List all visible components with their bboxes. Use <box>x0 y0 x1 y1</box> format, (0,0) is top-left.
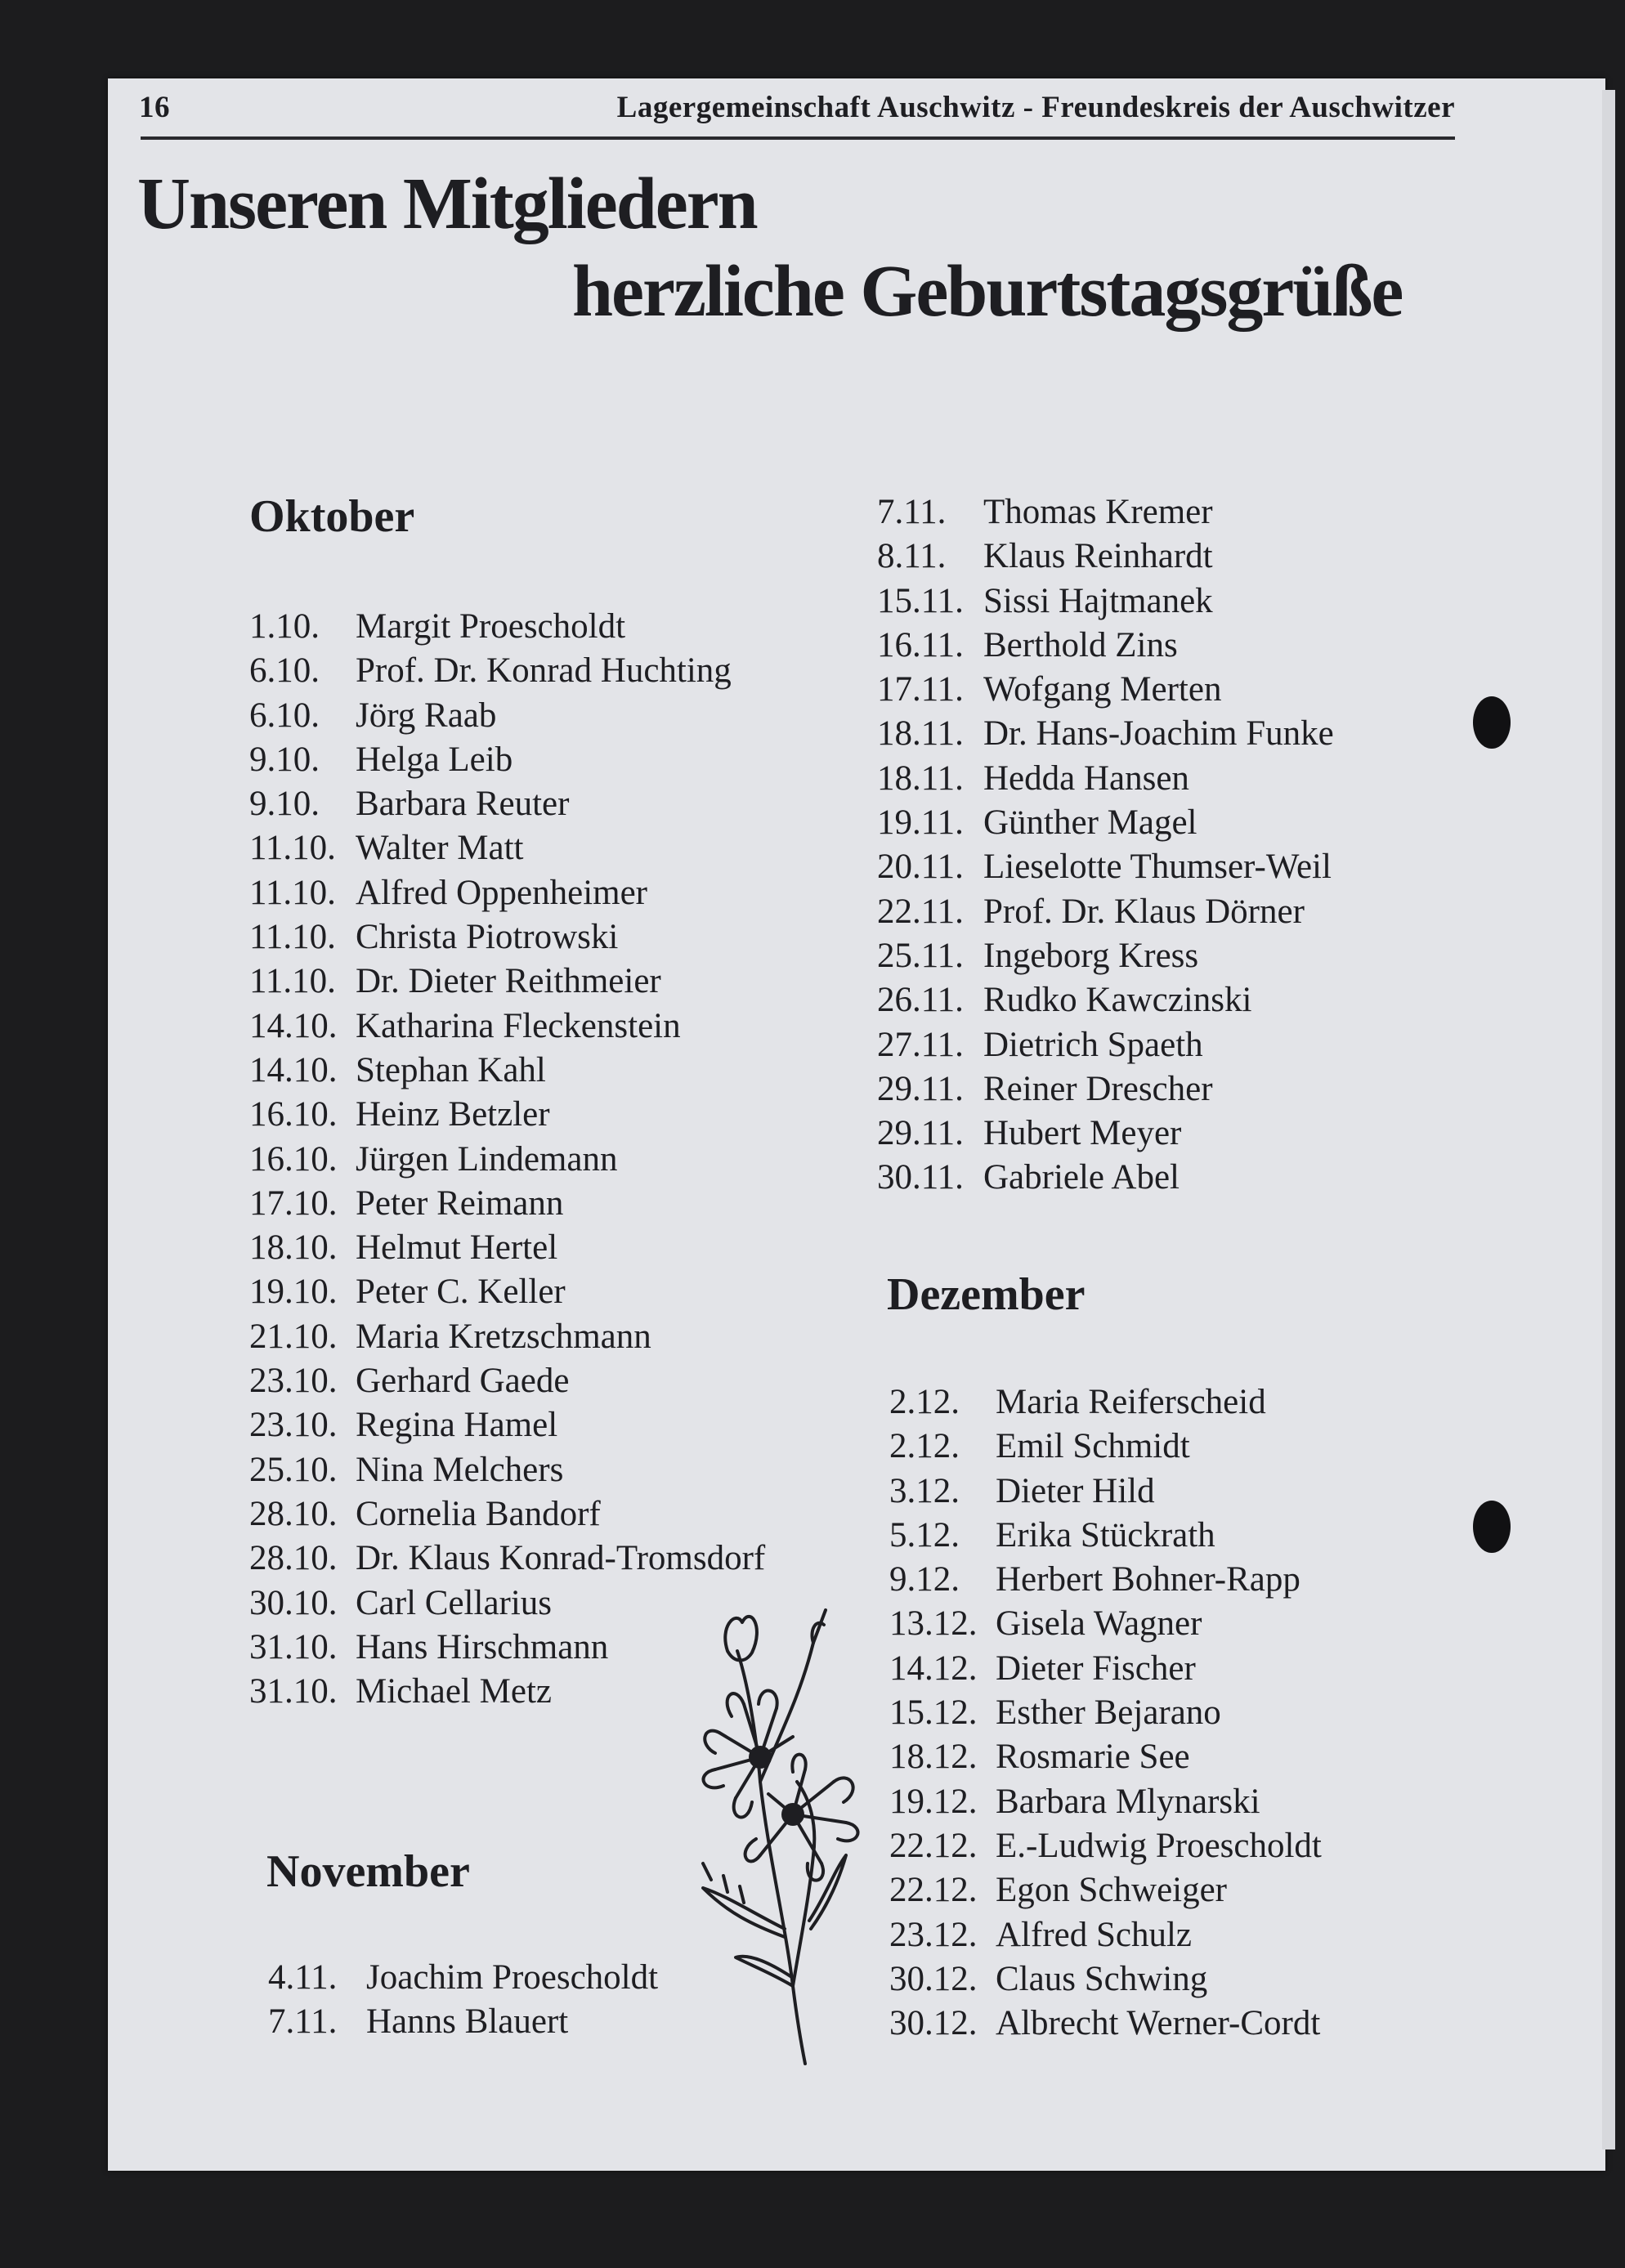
member-name: Maria Reiferscheid <box>996 1383 1266 1421</box>
list-item <box>889 1380 1478 1425</box>
list-item <box>877 934 1466 978</box>
list-item <box>877 579 1466 624</box>
member-name: Alfred Schulz <box>996 1915 1193 1954</box>
birthday-date: 14.12. <box>889 1648 978 1688</box>
birthday-date: 22.12. <box>889 1871 978 1910</box>
member-name: Günther Magel <box>983 803 1197 843</box>
birthday-date: 7.11. <box>877 493 947 531</box>
birthday-date: 25.11. <box>877 936 964 975</box>
birthday-date: 9.10. <box>249 740 320 779</box>
birthday-date: 21.10. <box>249 1317 338 1356</box>
member-name: Gisela Wagner <box>996 1604 1202 1644</box>
birthday-date: 20.11. <box>877 848 964 887</box>
member-name: Cornelia Bandorf <box>356 1494 601 1533</box>
member-name: Reiner Drescher <box>983 1069 1213 1108</box>
birthday-date: 29.11. <box>877 1114 964 1153</box>
member-name: Herbert Bohner-Rapp <box>996 1560 1300 1599</box>
running-title: Lagergemeinschaft Auschwitz - Freundeskreis der Auschwitzer <box>616 91 1455 124</box>
birthday-date: 13.12. <box>889 1604 978 1644</box>
list-item <box>889 1558 1478 1602</box>
member-name: Claus Schwing <box>996 1959 1208 1998</box>
member-name: Jürgen Lindemann <box>356 1139 618 1179</box>
member-name: Michael Metz <box>356 1672 552 1711</box>
list-item <box>249 738 854 782</box>
member-name: Klaus Reinhardt <box>983 537 1213 576</box>
list-item <box>249 1492 854 1537</box>
list-item <box>268 1956 726 2000</box>
member-name: Egon Schweiger <box>996 1871 1228 1910</box>
flower-illustration-icon <box>670 1594 875 2068</box>
birthday-date: 11.10. <box>249 829 336 868</box>
member-name: Hans Hirschmann <box>356 1627 609 1666</box>
member-name: Gerhard Gaede <box>356 1362 570 1401</box>
list-item <box>877 757 1466 801</box>
binder-hole-bottom <box>1473 1501 1511 1553</box>
binder-hole-top <box>1473 696 1511 749</box>
member-name: Dr. Klaus Konrad-Tromsdorf <box>356 1539 766 1578</box>
member-name: Emil Schmidt <box>996 1427 1190 1466</box>
birthday-date: 14.10. <box>249 1006 338 1045</box>
birthday-date: 11.10. <box>249 962 336 1001</box>
birthday-date: 3.12. <box>889 1471 960 1510</box>
member-name: Nina Melchers <box>356 1450 564 1489</box>
birthday-date: 25.10. <box>249 1450 338 1489</box>
birthday-date: 26.11. <box>877 981 964 1020</box>
member-name: Regina Hamel <box>356 1406 558 1445</box>
birthday-date: 2.12. <box>889 1427 960 1466</box>
list-item <box>249 1226 854 1270</box>
birthday-date: 14.10. <box>249 1050 338 1089</box>
birthday-date: 17.10. <box>249 1183 338 1223</box>
birthday-date: 18.10. <box>249 1228 338 1268</box>
member-name: Gabriele Abel <box>983 1158 1180 1197</box>
list-item <box>877 845 1466 889</box>
birthday-date: 18.12. <box>889 1738 978 1777</box>
section-heading-november: November <box>266 1846 470 1897</box>
birthday-date: 8.11. <box>877 537 947 576</box>
list-item <box>877 535 1466 579</box>
list-item <box>877 1023 1466 1067</box>
birthday-date: 16.10. <box>249 1139 338 1179</box>
list-item <box>249 694 854 738</box>
birthday-date: 2.12. <box>889 1383 960 1421</box>
birthday-date: 30.12. <box>889 2004 978 2043</box>
member-name: Dr. Hans-Joachim Funke <box>983 714 1334 754</box>
member-name: Dieter Fischer <box>996 1648 1196 1688</box>
list-item <box>249 1049 854 1093</box>
list-item <box>249 1270 854 1314</box>
member-name: Rudko Kawczinski <box>983 981 1252 1020</box>
list-item <box>249 826 854 870</box>
page-header <box>139 90 1455 131</box>
member-name: Katharina Fleckenstein <box>356 1006 681 1045</box>
birthday-date: 22.11. <box>877 892 964 931</box>
list-item <box>877 490 1466 535</box>
birthday-date: 18.11. <box>877 758 964 798</box>
member-name: Joachim Proescholdt <box>366 1958 659 1997</box>
member-name: Barbara Mlynarski <box>996 1782 1260 1821</box>
birthday-date: 11.10. <box>249 873 336 912</box>
birthday-date: 29.11. <box>877 1069 964 1108</box>
birthday-date: 9.12. <box>889 1560 960 1599</box>
birthday-date: 11.10. <box>249 918 336 957</box>
list-item <box>249 960 854 1004</box>
member-name: Margit Proescholdt <box>356 607 626 646</box>
list-item <box>249 649 854 693</box>
list-item <box>889 1514 1478 1558</box>
section-heading-oktober: Oktober <box>249 491 415 542</box>
list-item <box>889 1735 1478 1779</box>
list-item <box>877 1112 1466 1156</box>
member-name: Sissi Hajtmanek <box>983 581 1213 620</box>
birthday-date: 15.11. <box>877 581 964 620</box>
list-item <box>249 1403 854 1447</box>
list-item <box>889 1868 1478 1912</box>
list-item <box>877 1067 1466 1112</box>
birthday-date: 1.10. <box>249 607 320 646</box>
section-heading-dezember: Dezember <box>887 1269 1086 1320</box>
birthday-date: 30.11. <box>877 1158 964 1197</box>
list-item <box>249 871 854 915</box>
title-line-1: Unseren Mitgliedern <box>137 163 757 244</box>
member-name: Alfred Oppenheimer <box>356 873 647 912</box>
birthday-date: 28.10. <box>249 1539 338 1578</box>
list-item <box>877 1156 1466 1200</box>
list-item <box>268 2000 726 2044</box>
list-item <box>249 1093 854 1137</box>
list-item <box>877 890 1466 934</box>
list-item <box>889 1691 1478 1735</box>
list-item <box>249 1138 854 1182</box>
title-line-2: herzliche Geburtstagsgrüße <box>572 251 1403 332</box>
member-name: Esther Bejarano <box>996 1693 1221 1733</box>
birthday-date: 30.10. <box>249 1583 338 1622</box>
birthday-date: 19.12. <box>889 1782 978 1821</box>
list-item <box>877 978 1466 1022</box>
page-number: 16 <box>139 91 170 124</box>
member-name: E.-Ludwig Proescholdt <box>996 1826 1322 1865</box>
birthday-date: 27.11. <box>877 1025 964 1064</box>
birthday-date: 19.11. <box>877 803 964 843</box>
birthday-date: 22.12. <box>889 1826 978 1865</box>
list-item <box>889 1913 1478 1957</box>
birthday-date: 30.12. <box>889 1959 978 1998</box>
list-item <box>249 782 854 826</box>
member-name: Carl Cellarius <box>356 1583 553 1622</box>
list-item <box>249 605 854 649</box>
header-rule <box>141 136 1455 140</box>
member-name: Prof. Dr. Klaus Dörner <box>983 892 1305 931</box>
list-item <box>889 1780 1478 1824</box>
member-name: Barbara Reuter <box>356 785 570 824</box>
list-item <box>249 1448 854 1492</box>
list-item <box>249 1315 854 1359</box>
list-item <box>249 1182 854 1226</box>
list-item <box>249 915 854 960</box>
list-item <box>877 712 1466 756</box>
birthday-date: 6.10. <box>249 651 320 691</box>
member-name: Dieter Hild <box>996 1471 1155 1510</box>
member-name: Erika Stückrath <box>996 1515 1215 1554</box>
list-item <box>889 1425 1478 1469</box>
birthday-date: 16.11. <box>877 625 964 664</box>
birthday-date: 16.10. <box>249 1095 338 1134</box>
member-name: Heinz Betzler <box>356 1095 550 1134</box>
birthday-date: 23.10. <box>249 1362 338 1401</box>
member-name: Berthold Zins <box>983 625 1178 664</box>
member-name: Maria Kretzschmann <box>356 1317 651 1356</box>
list-item <box>249 1359 854 1403</box>
member-name: Lieselotte Thumser-Weil <box>983 848 1332 887</box>
birthday-date: 9.10. <box>249 785 320 824</box>
birthday-date: 4.11. <box>268 1958 338 1997</box>
birthday-date: 23.10. <box>249 1406 338 1445</box>
november-list-right <box>877 490 1466 1201</box>
birthday-date: 17.11. <box>877 670 964 709</box>
member-name: Prof. Dr. Konrad Huchting <box>356 651 732 691</box>
member-name: Christa Piotrowski <box>356 918 619 957</box>
list-item <box>889 1824 1478 1868</box>
member-name: Hedda Hansen <box>983 758 1189 798</box>
member-name: Jörg Raab <box>356 696 497 735</box>
list-item <box>249 1004 854 1049</box>
birthday-date: 19.10. <box>249 1273 338 1312</box>
member-name: Thomas Kremer <box>983 493 1213 531</box>
birthday-date: 15.12. <box>889 1693 978 1733</box>
member-name: Hubert Meyer <box>983 1114 1182 1153</box>
dezember-list <box>889 1380 1478 2046</box>
member-name: Peter C. Keller <box>356 1273 566 1312</box>
member-name: Walter Matt <box>356 829 524 868</box>
member-name: Dietrich Spaeth <box>983 1025 1203 1064</box>
list-item <box>889 2002 1478 2046</box>
member-name: Hanns Blauert <box>366 2002 569 2042</box>
birthday-date: 23.12. <box>889 1915 978 1954</box>
member-name: Ingeborg Kress <box>983 936 1199 975</box>
oktober-list <box>249 605 854 1714</box>
birthday-date: 31.10. <box>249 1627 338 1666</box>
member-name: Helmut Hertel <box>356 1228 558 1268</box>
birthday-date: 6.10. <box>249 696 320 735</box>
list-item <box>877 801 1466 845</box>
member-name: Dr. Dieter Reithmeier <box>356 962 661 1001</box>
list-item <box>889 1957 1478 2002</box>
birthday-date: 7.11. <box>268 2002 338 2042</box>
birthday-date: 18.11. <box>877 714 964 754</box>
member-name: Peter Reimann <box>356 1183 564 1223</box>
list-item <box>249 1537 854 1581</box>
birthday-date: 31.10. <box>249 1672 338 1711</box>
page-edge <box>1602 90 1615 2149</box>
list-item <box>889 1602 1478 1646</box>
list-item <box>889 1647 1478 1691</box>
member-name: Stephan Kahl <box>356 1050 546 1089</box>
list-item <box>877 668 1466 712</box>
list-item <box>877 624 1466 668</box>
member-name: Albrecht Werner-Cordt <box>996 2004 1321 2043</box>
member-name: Wofgang Merten <box>983 670 1222 709</box>
member-name: Rosmarie See <box>996 1738 1190 1777</box>
birthday-date: 28.10. <box>249 1494 338 1533</box>
birthday-date: 5.12. <box>889 1515 960 1554</box>
member-name: Helga Leib <box>356 740 513 779</box>
list-item <box>889 1470 1478 1514</box>
november-list-left <box>268 1956 726 2045</box>
